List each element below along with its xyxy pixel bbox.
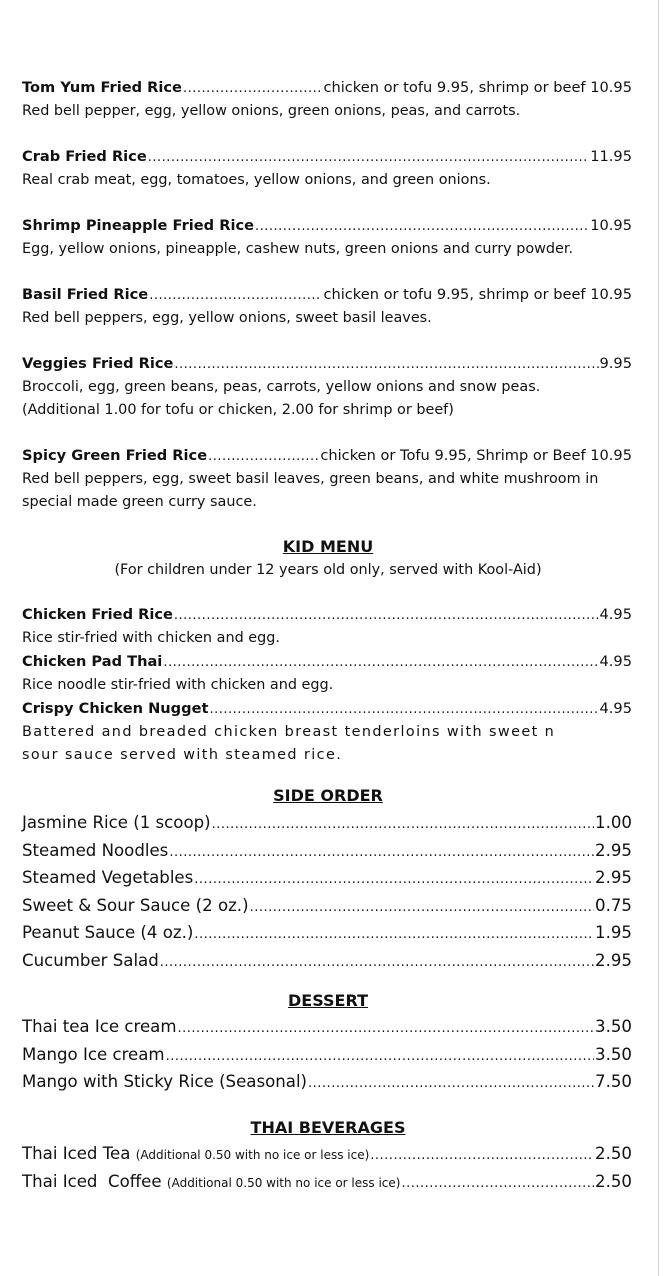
item-description: Broccoli, egg, green beans, peas, carrots, yellow onions and snow peas. — [22, 379, 541, 395]
leader-dots — [209, 698, 598, 721]
item-description: Battered and breaded chicken breast tenderloins with sweet n — [22, 724, 556, 740]
leader-dots — [250, 895, 594, 921]
item-description: Egg, yellow onions, pineapple, cashew nuts, green onions and curry powder. — [22, 241, 574, 257]
menu-item — [22, 650, 632, 697]
item-name: Veggies Fried Rice — [22, 355, 174, 372]
item-price: 2.95 — [595, 868, 632, 887]
item-name: Shrimp Pineapple Fried Rice — [22, 217, 254, 234]
item-name: Chicken Pad Thai — [22, 653, 163, 670]
item-description: Rice stir-fried with chicken and egg. — [22, 630, 280, 646]
menu-item — [22, 603, 632, 650]
leader-dots — [183, 77, 322, 100]
item-price: 2.50 — [595, 1171, 632, 1191]
item-price: 4.95 — [599, 653, 632, 670]
kid-menu-section — [22, 603, 632, 767]
list-item — [22, 838, 632, 866]
menu-item — [22, 444, 632, 514]
leader-dots — [401, 1171, 594, 1197]
beverages-section — [22, 1141, 632, 1196]
item-price: chicken or tofu 9.95, shrimp or beef 10.95 — [323, 286, 632, 303]
list-item — [22, 1014, 632, 1042]
item-price: chicken or tofu 9.95, shrimp or beef 10.95 — [323, 79, 632, 96]
item-price: 11.95 — [590, 148, 632, 165]
leader-dots — [169, 840, 594, 866]
menu-item — [22, 283, 632, 330]
list-item — [22, 920, 632, 948]
leader-dots — [194, 867, 594, 893]
leader-dots — [160, 950, 594, 976]
list-item — [22, 1069, 632, 1097]
leader-dots — [174, 353, 598, 376]
item-price: 2.50 — [595, 1144, 632, 1163]
item-price: 1.00 — [595, 813, 632, 832]
item-price: 2.95 — [595, 950, 632, 970]
item-note: (Additional 0.50 with no ice or less ice) — [135, 1148, 370, 1162]
item-description: special made green curry sauce. — [22, 494, 257, 510]
item-price: 4.95 — [599, 606, 632, 623]
leader-dots — [208, 445, 319, 468]
leader-dots — [255, 215, 589, 238]
menu-item — [22, 214, 632, 261]
leader-dots — [370, 1143, 594, 1169]
item-price: chicken or Tofu 9.95, Shrimp or Beef 10.95 — [320, 447, 632, 464]
leader-dots — [212, 812, 594, 838]
item-name: Mango with Sticky Rice (Seasonal) — [22, 1072, 308, 1091]
list-item — [22, 1042, 632, 1070]
item-price: 3.50 — [595, 1017, 632, 1036]
page-edge-line — [658, 0, 659, 1276]
list-item — [22, 893, 632, 921]
item-name: Jasmine Rice (1 scoop) — [22, 813, 211, 832]
item-name: Sweet & Sour Sauce (2 oz.) — [22, 895, 249, 915]
list-item — [22, 1169, 632, 1197]
beverages-heading: THAI BEVERAGES — [250, 1118, 406, 1137]
item-name: Thai Iced Tea — [22, 1144, 131, 1163]
leader-dots — [163, 651, 598, 674]
item-price: 7.50 — [595, 1072, 632, 1091]
item-description: Red bell peppers, egg, sweet basil leaves, green beans, and white mushroom in — [22, 471, 599, 487]
menu-item — [22, 697, 632, 767]
list-item — [22, 810, 632, 838]
item-price: 1.95 — [595, 923, 632, 942]
menu-item — [22, 145, 632, 192]
item-name: Cucumber Salad — [22, 950, 159, 970]
item-name: Steamed Noodles — [22, 840, 169, 860]
item-description-note: (Additional 1.00 for tofu or chicken, 2.00 for shrimp or beef) — [22, 402, 454, 418]
list-item — [22, 948, 632, 976]
item-name: Spicy Green Fried Rice — [22, 447, 208, 464]
menu-item — [22, 76, 632, 123]
item-price: 0.75 — [595, 895, 632, 915]
item-description: Red bell peppers, egg, yellow onions, sweet basil leaves. — [22, 310, 432, 326]
item-price: 2.95 — [595, 840, 632, 860]
item-price: 4.95 — [599, 700, 632, 717]
leader-dots — [148, 146, 589, 169]
item-description: sour sauce served with steamed rice. — [22, 747, 343, 763]
item-name: Thai Iced Coffee — [22, 1171, 162, 1191]
item-name: Chicken Fried Rice — [22, 606, 173, 623]
item-description: Real crab meat, egg, tomatoes, yellow onions, and green onions. — [22, 172, 491, 188]
leader-dots — [194, 922, 594, 948]
item-price: 10.95 — [590, 217, 632, 234]
dessert-heading: DESSERT — [288, 991, 368, 1010]
kid-menu-heading: KID MENU — [282, 537, 374, 556]
leader-dots — [174, 604, 599, 627]
list-item — [22, 1141, 632, 1169]
item-description: Rice noodle stir-fried with chicken and egg. — [22, 677, 334, 693]
side-order-section — [22, 810, 632, 975]
item-price: 9.95 — [599, 355, 632, 372]
item-name: Crab Fried Rice — [22, 148, 147, 165]
item-name: Thai tea Ice cream — [22, 1017, 177, 1036]
leader-dots — [178, 1016, 595, 1042]
fried-rice-section — [22, 76, 632, 536]
item-name: Steamed Vegetables — [22, 868, 194, 887]
dessert-section — [22, 1014, 632, 1097]
leader-dots — [308, 1071, 594, 1097]
item-name: Mango Ice cream — [22, 1044, 165, 1064]
side-order-heading: SIDE ORDER — [273, 786, 383, 805]
item-name: Tom Yum Fried Rice — [22, 79, 182, 96]
item-description: Red bell pepper, egg, yellow onions, green onions, peas, and carrots. — [22, 103, 521, 119]
item-name: Peanut Sauce (4 oz.) — [22, 923, 194, 942]
menu-item — [22, 352, 632, 422]
leader-dots — [166, 1044, 594, 1070]
leader-dots — [149, 284, 322, 307]
item-note: (Additional 0.50 with no ice or less ice) — [166, 1175, 401, 1190]
item-price: 3.50 — [595, 1044, 632, 1064]
kid-menu-note: (For children under 12 years old only, served with Kool-Aid) — [114, 562, 542, 578]
list-item — [22, 865, 632, 893]
item-name: Crispy Chicken Nugget — [22, 700, 209, 717]
item-name: Basil Fried Rice — [22, 286, 149, 303]
